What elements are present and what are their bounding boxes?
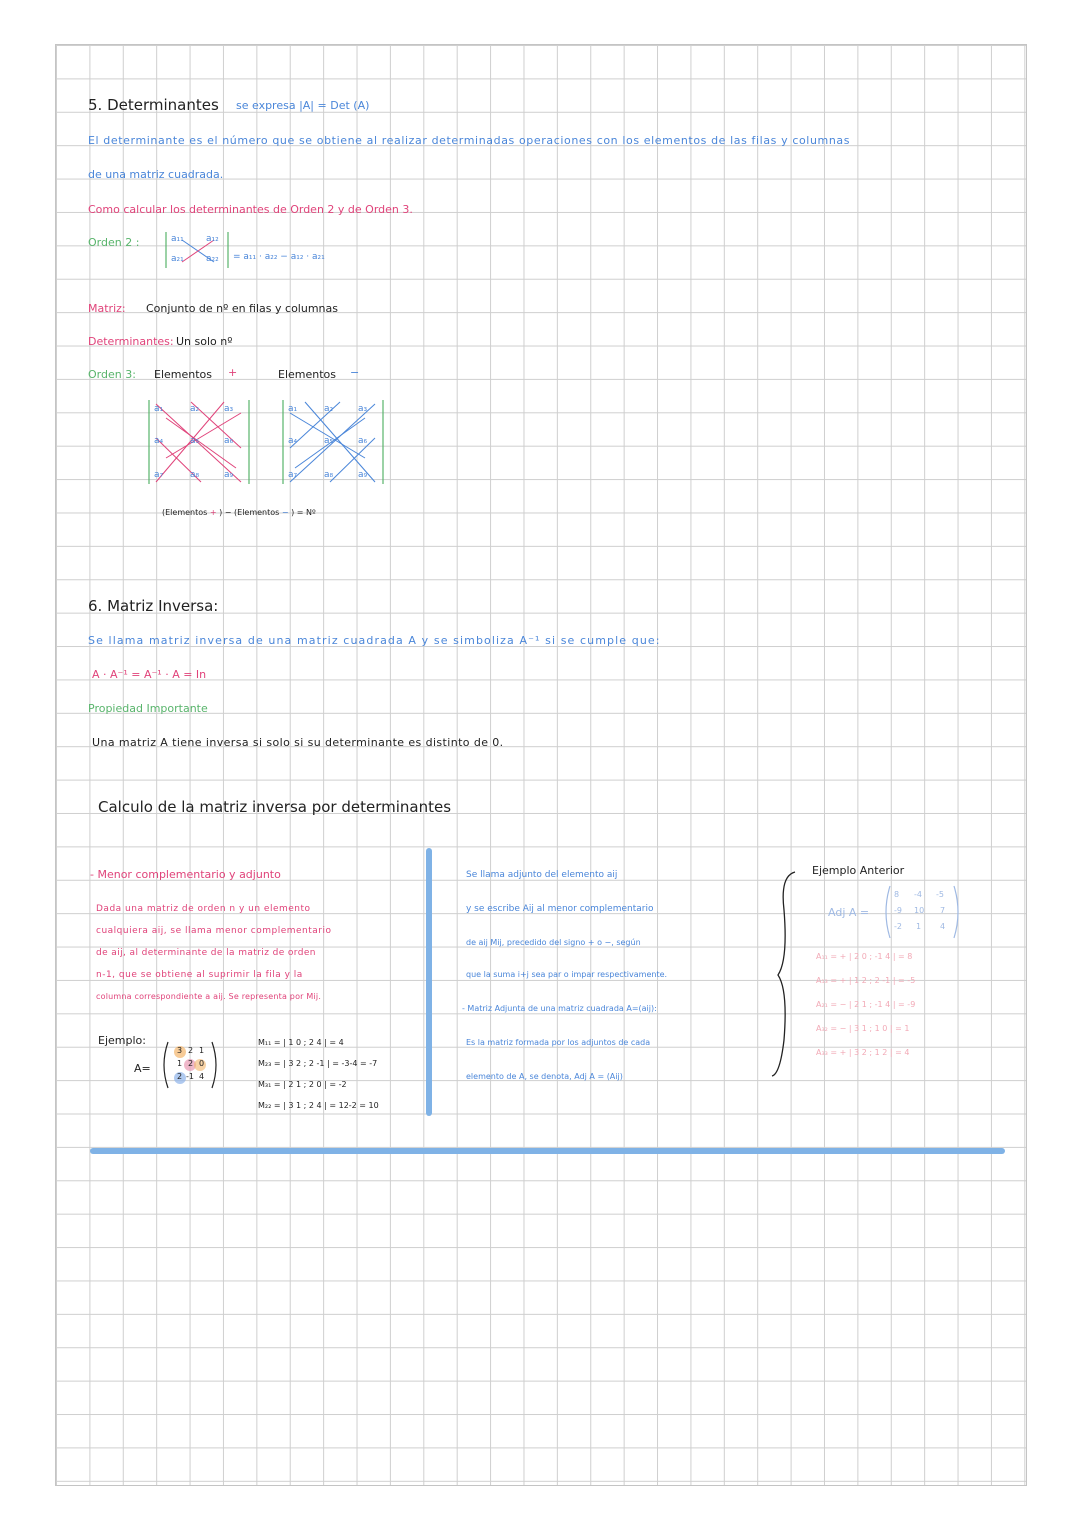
ejemplo-anterior-label: Ejemplo Anterior (812, 864, 905, 877)
cofactor-a32: A₃₂ = − | 3 1 ; 1 0 | = 1 (816, 1024, 910, 1033)
sarrus-formula (162, 508, 316, 518)
determinantes-definition: Un solo nº (176, 335, 233, 348)
p-a6: a₆ (224, 436, 234, 446)
adj-r3c3: 4 (940, 922, 946, 931)
adj-r1c3: -5 (936, 890, 944, 899)
inversa-definition: Se llama matriz inversa de una matriz cuadrada A y se simboliza A⁻¹ si se cumple que: (88, 634, 661, 647)
adjunto-line2: y se escribe Aij al menor complementario (466, 904, 654, 914)
adjunto-line1: Se llama adjunto del elemento aij (466, 870, 618, 880)
section-title-determinantes: 5. Determinantes (88, 96, 219, 114)
minor-m11: M₁₁ = | 1 0 ; 2 4 | = 4 (258, 1038, 344, 1047)
p-a8: a₈ (190, 470, 200, 480)
n-a4: a₄ (288, 436, 298, 446)
formula-part-d: − (281, 508, 289, 517)
det-notation-note: se expresa |A| = Det (A) (236, 99, 370, 112)
a-r2c3: 0 (199, 1059, 205, 1068)
adj-r2c2: 10 (914, 906, 925, 915)
section-title-matriz-inversa: 6. Matriz Inversa: (88, 597, 219, 615)
a-r1c3: 1 (199, 1046, 205, 1055)
ejemplo-label: Ejemplo: (98, 1034, 146, 1047)
orden3-label: Orden 3: (88, 368, 136, 381)
menor-line1: Dada una matriz de orden n y un elemento (96, 904, 311, 914)
p-a4: a₄ (154, 436, 164, 446)
p-a1: a₁ (154, 404, 164, 414)
n-a2: a₂ (324, 404, 334, 414)
det-definition-line1: El determinante es el número que se obtiene al realizar determinadas operaciones con los elementos de las filas y columnas (88, 134, 851, 147)
propiedad-text: Una matriz A tiene inversa si solo si su determinante es distinto de 0. (92, 736, 504, 749)
a-r3c1: 2 (177, 1072, 183, 1081)
p-a2: a₂ (190, 404, 200, 414)
adj-r2c3: 7 (940, 906, 946, 915)
formula-part-e: ) = Nº (291, 508, 316, 517)
a-r3c3: 4 (199, 1072, 205, 1081)
determinantes-label: Determinantes: (88, 335, 174, 348)
o2-a22: a₂₂ (206, 254, 219, 264)
curly-brace (770, 870, 800, 1080)
menor-line4: n-1, que se obtiene al suprimir la fila y la (96, 970, 303, 980)
minor-m22: M₂₂ = | 3 1 ; 2 4 | = 12-2 = 10 (258, 1101, 379, 1110)
formula-part-c: ) − (Elementos (219, 508, 280, 517)
adjunto-line4: que la suma i+j sea par o impar respectivamente. (466, 970, 668, 979)
adjunta-line7: elemento de A, se denota, Adj A = (Aij) (466, 1072, 623, 1081)
adjunta-line6: Es la matriz formada por los adjuntos de cada (466, 1038, 651, 1047)
adjunto-line3: de aij Mij, precedido del signo + o −, según (466, 938, 641, 947)
a-r3c2: -1 (186, 1072, 194, 1081)
n-a3: a₃ (358, 404, 368, 414)
formula-part-b: + (209, 508, 217, 517)
a-r1c1: 3 (177, 1046, 183, 1055)
menor-line3: de aij, al determinante de la matriz de orden (96, 948, 316, 958)
minus-sign: − (350, 366, 360, 379)
elementos-plus-label: Elementos (154, 368, 213, 381)
matriz-definition: Conjunto de nº en filas y columnas (146, 302, 338, 315)
n-a1: a₁ (288, 404, 298, 414)
n-a5: a₅ (324, 436, 334, 446)
adj-r1c1: 8 (894, 890, 900, 899)
cofactor-a33: A₃₃ = + | 3 2 ; 1 2 | = 4 (816, 1048, 910, 1057)
p-a7: a₇ (154, 470, 164, 480)
adj-r1c2: -4 (914, 890, 922, 899)
matrix-a-label: A= (134, 1062, 151, 1075)
menor-title: - Menor complementario y adjunto (90, 868, 281, 881)
minor-m31: M₃₁ = | 2 1 ; 2 0 | = -2 (258, 1080, 347, 1089)
orden2-formula: = a₁₁ · a₂₂ − a₁₂ · a₂₁ (233, 252, 325, 262)
n-a6: a₆ (358, 436, 368, 446)
a-r2c1: 1 (177, 1059, 183, 1068)
adjunta-line5: - Matriz Adjunta de una matriz cuadrada A=(aij): (462, 1004, 657, 1013)
orden2-label: Orden 2 : (88, 236, 140, 249)
elementos-minus-label: Elementos (278, 368, 337, 381)
menor-line5: columna correspondiente a aij. Se representa por Mij. (96, 992, 322, 1001)
p-a5: a₅ (190, 436, 200, 446)
adj-a-label: Adj A = (828, 906, 870, 919)
p-a9: a₉ (224, 470, 234, 480)
menor-line2: cualquiera aij, se llama menor complementario (96, 926, 332, 936)
inversa-formula: A · A⁻¹ = A⁻¹ · A = In (92, 668, 207, 681)
o2-a21: a₂₁ (171, 254, 184, 264)
como-calcular-heading: Como calcular los determinantes de Orden 2 y de Orden 3. (88, 203, 413, 216)
o2-a12: a₁₂ (206, 234, 219, 244)
cofactor-a13: A₁₃ = + | 1 2 ; 2 -1 | = -5 (816, 976, 916, 985)
n-a9: a₉ (358, 470, 368, 480)
n-a7: a₇ (288, 470, 298, 480)
a-r1c2: 2 (188, 1046, 194, 1055)
matriz-label: Matriz: (88, 302, 126, 315)
minor-m23: M₂₃ = | 3 2 ; 2 -1 | = -3-4 = -7 (258, 1059, 378, 1068)
n-a8: a₈ (324, 470, 334, 480)
cofactor-a11: A₁₁ = + | 2 0 ; -1 4 | = 8 (816, 952, 913, 961)
adj-r3c2: 1 (916, 922, 922, 931)
formula-part-a: (Elementos (162, 508, 208, 517)
calculo-title: Calculo de la matriz inversa por determinantes (98, 798, 452, 816)
det-definition-line2: de una matriz cuadrada. (88, 168, 224, 181)
column-divider (426, 848, 432, 1116)
cofactor-a21: A₂₁ = − | 2 1 ; -1 4 | = -9 (816, 1000, 916, 1009)
propiedad-label: Propiedad Importante (88, 702, 208, 715)
o2-a11: a₁₁ (171, 234, 184, 244)
adj-r3c1: -2 (894, 922, 902, 931)
a-r2c2: 2 (188, 1059, 194, 1068)
bottom-rule (90, 1148, 1005, 1154)
adj-r2c1: -9 (894, 906, 902, 915)
p-a3: a₃ (224, 404, 234, 414)
plus-sign: + (228, 366, 238, 379)
